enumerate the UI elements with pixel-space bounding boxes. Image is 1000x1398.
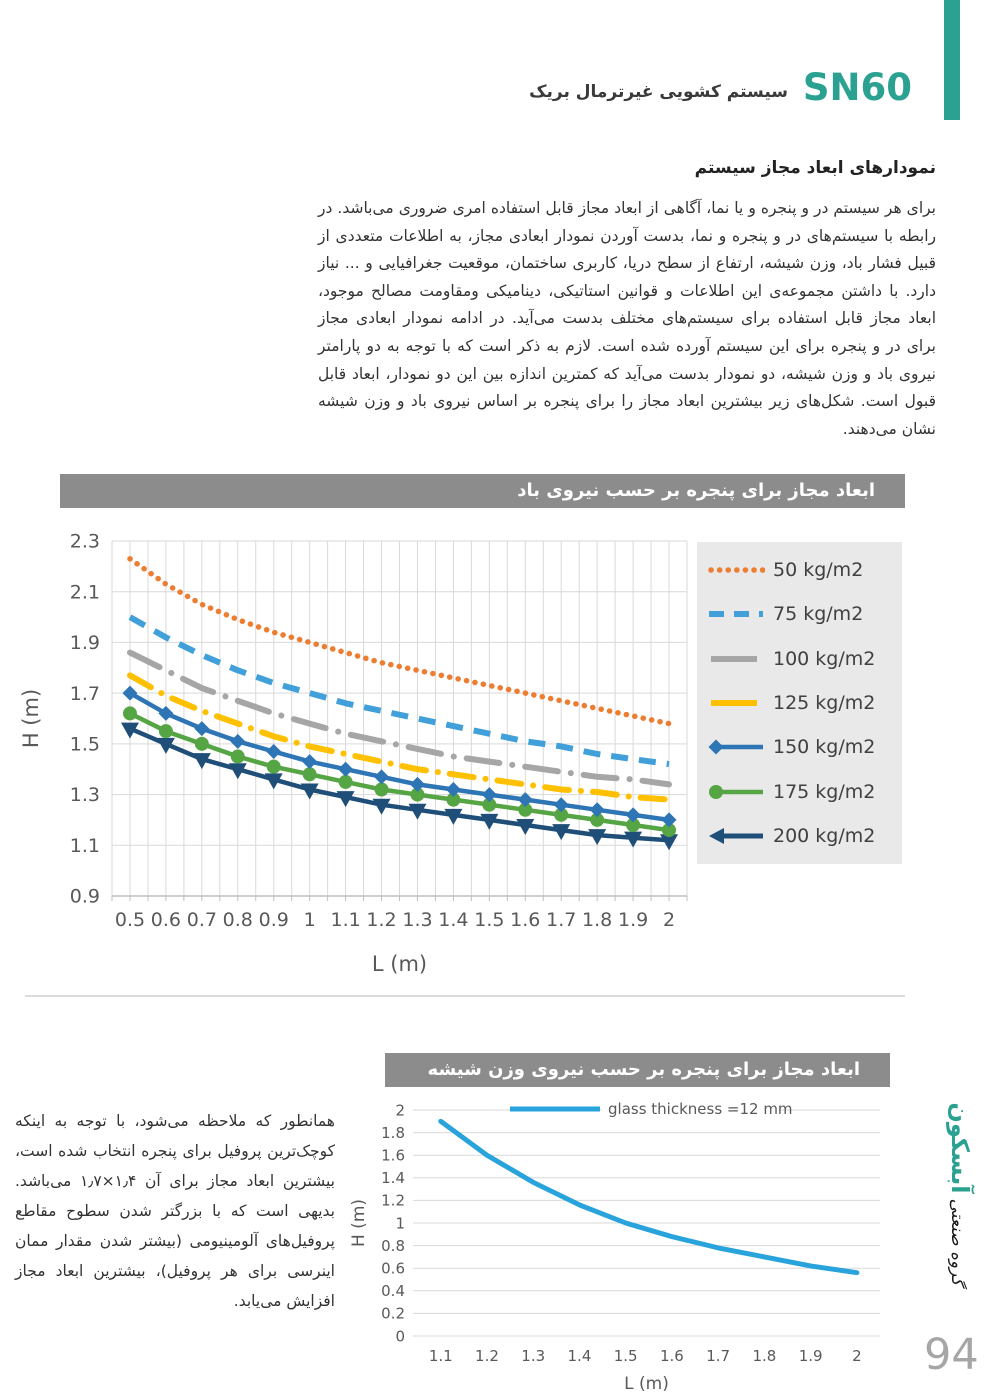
svg-text:0.8: 0.8	[222, 909, 253, 931]
accent-corner-bar	[944, 0, 960, 120]
svg-text:1.9: 1.9	[798, 1347, 823, 1365]
svg-text:L (m): L (m)	[624, 1374, 669, 1394]
svg-text:1.8: 1.8	[381, 1123, 405, 1142]
svg-text:1.3: 1.3	[402, 909, 433, 931]
svg-text:1: 1	[303, 909, 316, 931]
svg-text:glass thickness =12 mm: glass thickness =12 mm	[608, 1100, 793, 1118]
brand-name-text: آبسکون	[946, 1102, 974, 1194]
svg-text:2: 2	[852, 1347, 862, 1365]
legend-label: 200 kg/m2	[773, 824, 876, 847]
svg-text:0.8: 0.8	[381, 1236, 405, 1255]
svg-text:L (m): L (m)	[371, 952, 428, 976]
legend-label: 100 kg/m2	[773, 647, 876, 670]
section-divider	[25, 995, 905, 997]
legend-item-200-kg-m2	[707, 825, 902, 847]
observation-note: همانطور که ملاحظه می‌شود، با توجه به اینکه کوچک‌ترین پروفیل برای پنجره انتخاب شده است، بیشترین ابعاد مجاز برای آن ۱٫۴×۱٫۷ می‌باشد. بدیهی است که با بزرگتر شدن سطوح مقاطع پروفیل‌های آلومینیومی (بیشتر شدن مقدار ممان اینرسی برای هر پروفیل)، بیشترین ابعاد مجاز افزایش می‌یابد.	[15, 1112, 335, 1310]
svg-text:0: 0	[395, 1327, 405, 1346]
svg-text:1.9: 1.9	[69, 632, 100, 655]
svg-text:1: 1	[395, 1214, 405, 1233]
brand-prefix-text: گروه صنعتی	[947, 1198, 967, 1286]
legend-line-sample	[707, 781, 765, 803]
svg-text:1.4: 1.4	[438, 909, 469, 931]
svg-text:0.9: 0.9	[69, 885, 100, 908]
legend-line-sample	[707, 825, 765, 847]
svg-text:0.6: 0.6	[150, 909, 182, 931]
glass-chart-banner: ابعاد مجاز برای پنجره بر حسب نیروی وزن شیشه	[385, 1053, 890, 1087]
svg-text:0.4: 0.4	[381, 1282, 405, 1301]
legend-item-150-kg-m2	[707, 736, 902, 758]
svg-text:1.6: 1.6	[510, 909, 541, 931]
svg-text:1.3: 1.3	[521, 1347, 546, 1365]
svg-text:1.2: 1.2	[366, 909, 397, 931]
svg-text:H (m): H (m)	[20, 688, 43, 749]
glass-weight-chart	[350, 1093, 895, 1398]
legend-label: 175 kg/m2	[773, 780, 876, 803]
svg-text:1.9: 1.9	[617, 909, 649, 931]
svg-text:0.7: 0.7	[186, 909, 217, 931]
legend-item-100-kg-m2	[707, 648, 902, 670]
svg-text:1.1: 1.1	[69, 834, 100, 857]
legend-item-125-kg-m2	[707, 692, 902, 714]
intro-paragraph: برای هر سیستم در و پنجره و یا نما، آگاهی از ابعاد مجاز قابل استفاده امری ضروری می‌باشد. در رابطه با سیستم‌های در و پنجره و نما، بدست آوردن نمودار ابعادی مجاز، به اطلاعات متعددی از قبیل فشار باد، وزن شیشه، ارتفاع از سطح دریا، کاربری ساختمان، موقعیت جغرافیایی و ... نیاز دارد. با داشتن مجموعه‌ی این اطلاعات و قوانین استاتیکی، دینامیکی ومقاومت مصالح موجود، ابعاد مجاز قابل استفاده برای سیستم‌های مختلف بدست می‌آید. در ادامه نمودار ابعادی مجاز برای در و پنجره برای این سیستم آورده شده است. لازم به ذکر است که با توجه به دو پارامتر نیروی باد و وزن شیشه، دو نمودار بدست می‌آید که کمترین اندازه بین این دو نمودار، ابعاد قابل قبول است. شکل‌های زیر بیشترین ابعاد مجاز را برای پنجره بر اساس نیروی باد و وزن شیشه نشان می‌دهند.	[318, 199, 936, 438]
svg-text:1.2: 1.2	[381, 1191, 405, 1210]
svg-text:1.5: 1.5	[613, 1347, 638, 1365]
svg-text:0.9: 0.9	[258, 909, 289, 931]
legend-line-sample	[707, 736, 765, 758]
legend-label: 125 kg/m2	[773, 691, 876, 714]
legend-item-75-kg-m2	[707, 603, 902, 625]
svg-text:2.3: 2.3	[69, 533, 100, 553]
legend-label: 150 kg/m2	[773, 736, 876, 759]
svg-text:1.6: 1.6	[381, 1146, 405, 1165]
svg-text:1.1: 1.1	[330, 909, 361, 931]
svg-text:0.5: 0.5	[114, 909, 146, 931]
svg-text:1.8: 1.8	[582, 909, 613, 931]
svg-text:2: 2	[662, 909, 676, 931]
system-title: سیستم کشویی غیرترمال بریک	[529, 82, 788, 102]
legend-label: 50 kg/m2	[773, 559, 864, 582]
legend-line-sample	[707, 603, 765, 625]
svg-text:1.5: 1.5	[69, 733, 100, 756]
brand-vertical-logo	[930, 1078, 990, 1310]
section-heading: نمودارهای ابعاد مجاز سیستم	[694, 158, 936, 178]
legend-item-175-kg-m2	[707, 781, 902, 803]
wind-force-chart	[20, 533, 905, 988]
svg-text:1.7: 1.7	[69, 682, 100, 705]
legend-line-sample	[707, 559, 765, 581]
svg-text:2.1: 2.1	[69, 581, 100, 604]
legend-line-sample	[707, 648, 765, 670]
legend-label: 75 kg/m2	[773, 603, 864, 626]
svg-text:1.5: 1.5	[474, 909, 505, 931]
page-number: 94	[924, 1330, 979, 1380]
svg-text:H (m): H (m)	[350, 1198, 369, 1248]
svg-text:0.6: 0.6	[381, 1259, 405, 1278]
svg-text:1.8: 1.8	[752, 1347, 777, 1365]
svg-text:1.4: 1.4	[381, 1169, 405, 1188]
svg-text:1.7: 1.7	[706, 1347, 731, 1365]
svg-text:1.1: 1.1	[428, 1347, 453, 1365]
system-code: SN60	[802, 66, 912, 109]
svg-text:0.2: 0.2	[381, 1304, 405, 1323]
wind-chart-legend	[697, 542, 902, 864]
legend-item-50-kg-m2	[707, 559, 902, 581]
svg-text:2: 2	[395, 1101, 405, 1120]
svg-text:1.7: 1.7	[546, 909, 577, 931]
wind-chart-banner: ابعاد مجاز برای پنجره بر حسب نیروی باد	[60, 474, 905, 508]
svg-text:1.4: 1.4	[567, 1347, 592, 1365]
svg-text:1.2: 1.2	[475, 1347, 499, 1365]
glass-chart-plot	[350, 1093, 895, 1398]
legend-line-sample	[707, 692, 765, 714]
svg-text:1.6: 1.6	[660, 1347, 684, 1365]
svg-text:1.3: 1.3	[69, 784, 100, 807]
